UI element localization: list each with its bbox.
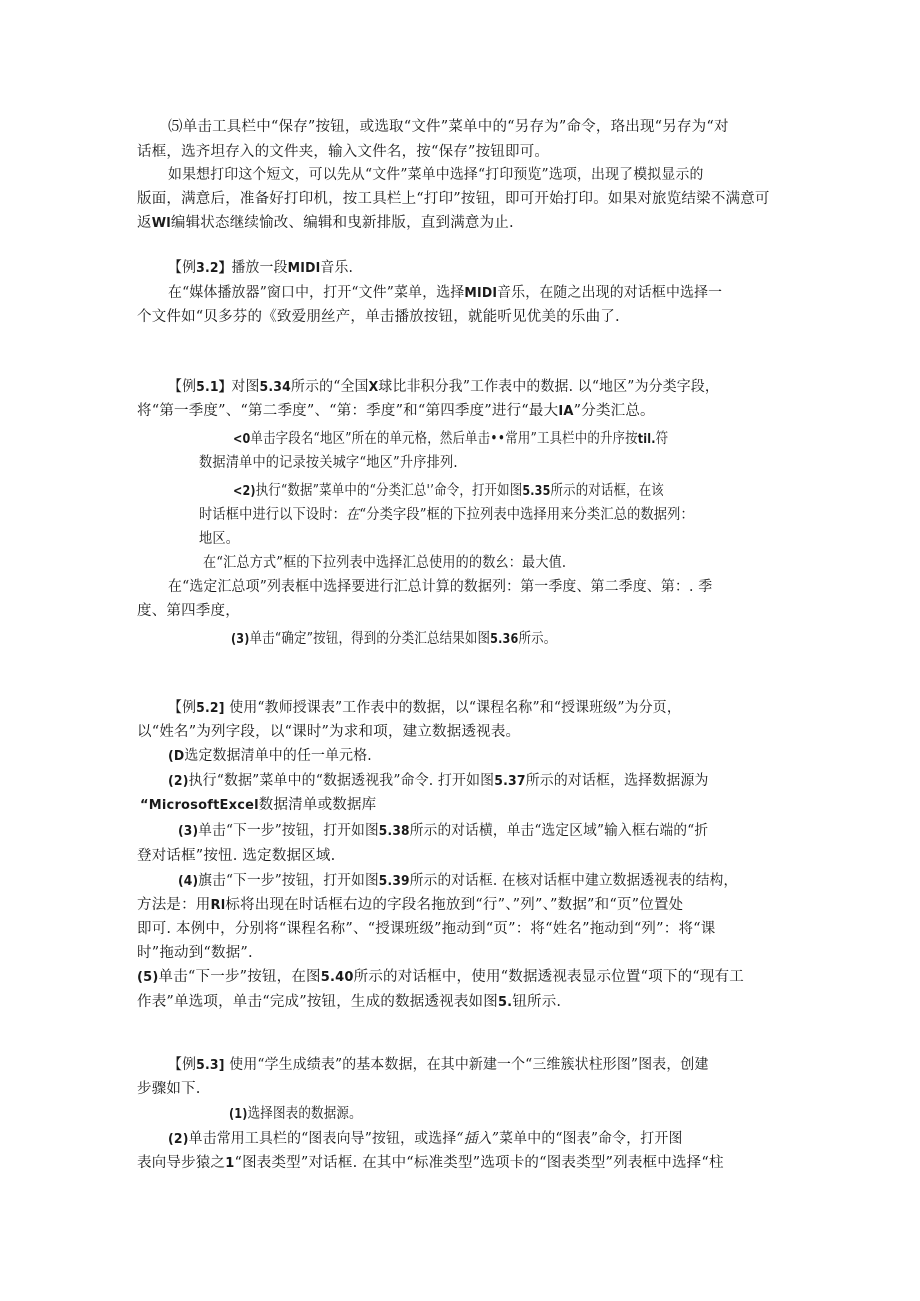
- example-3-2-title: 【例3.2】播放一段MIDI音乐.: [168, 260, 354, 276]
- example-5-2-step5-line2: 作表”单选项，单击“完成”按钮，生成的数据透视表如图5.钮所示.: [137, 994, 562, 1010]
- example-5-2-step4-line2: 方法是：用Rl标将出现在时话框右边的字段名拖放到“行”、”列”、”数据”和“页”位置处: [137, 897, 684, 913]
- example-5-1-step2-line3: 地区。: [199, 531, 240, 547]
- example-5-2-line2: 以“姓名”为列字段，以“课时”为求和项，建立数据透视表。: [137, 724, 521, 740]
- example-3-2-body2: 个文件如“贝多芬的《致爱朋丝产，单击播放按钮，就能听见优美的乐曲了.: [137, 309, 620, 325]
- example-5-2-step3-line2: 登对话框”按忸. 选定数据区域.: [137, 848, 336, 864]
- example-5-2-step4-line3: 即可. 本例中，分别将“课程名称”、“授课班级”拖动到“页”：将“姓名”拖动到“列”：将“课: [137, 921, 716, 937]
- example-5-1-step1-line2: 数据清单中的记录按关城字“地区”升序排列.: [199, 455, 458, 471]
- paragraph-save-line2: 话框，选齐坦存入的文件夹，输入文件名，按“保存”按钮即可。: [137, 144, 550, 160]
- example-5-1-step2-line4: 在“汇总方式”框的下拉列表中选择汇总使用的的数幺：最大值.: [203, 555, 567, 571]
- paragraph-print-line2: 版面，满意后，准备好打印机，按工具栏上“打印”按钮，即可开始打印。如果对旅览结梁不满意可: [137, 191, 770, 207]
- paragraph-save-line1: ⑸单击工具栏中“保存”按钮，或选取“文件”菜单中的“另存为”命令，珞出现“另存为“对: [168, 119, 729, 135]
- example-5-3-step2-line2: 表向导步猿之1“图表类型”对话框. 在其中“标准类型”选项卡的“图表类型”列表框中选择“柱: [137, 1155, 724, 1171]
- example-5-2-step1: (D选定数据清单中的任一单元格.: [168, 748, 372, 764]
- example-3-2-body1: 在“媒体播放器”窗口中，打开“文件”菜单，选择MIDI音乐，在随之出现的对话框中选择一: [168, 285, 723, 301]
- example-5-2-step4-line4: 时”拖动到“数据”.: [137, 945, 253, 961]
- example-5-2-step2: (2)执行“数据”菜单中的“数据透视我”命令. 打开如图5.37所示的对话框，选择数据源为: [168, 773, 709, 789]
- example-5-1-step2-line6: 度、第四季度，: [137, 603, 240, 619]
- example-5-1-line1: 【例5.1】对图5.34所示的“全国X球比非积分我”工作表中的数据. 以“地区”为分类字段，: [168, 379, 719, 395]
- example-5-1-step2: <2)执行“数据”菜单中的“分类汇总'’命令，打开如图5.35所示的对话框，在该: [233, 483, 664, 499]
- example-5-1-step3: (3)单击“确定”按钮，得到的分类汇总结果如图5.36所示。: [231, 631, 557, 647]
- example-5-1-step2-line5: 在“选定汇总项”列表框中选择要进行汇总计算的数据列：第一季度、第二季度、第：. 季: [168, 579, 713, 595]
- example-5-2-step2-line2: “MicrosoftExcel数据清单或数据库: [140, 797, 377, 813]
- example-5-3-step1: (1)选择图表的数据源。: [229, 1106, 362, 1122]
- example-5-3-line1: 【例5.3] 使用“学生成绩表”的基本数据，在其中新建一个“三维簇状柱形图”图表，创建: [168, 1057, 709, 1073]
- paragraph-print-line3: 返Wl编辑状态继续愉改、编辑和曳新排版，直到满意为止.: [137, 215, 514, 231]
- example-5-2-line1: 【例5.2] 使用“教师授课表”工作表中的数据，以“课程名称”和“授课班级”为分页，: [168, 700, 681, 716]
- example-5-1-step1: <0单击字段名“地区”所在的单元格，然后单击••常用”工具栏中的升序按til.符: [233, 431, 669, 447]
- example-5-1-line2: 将“第一季度”、“第二季度”、“第：季度”和“第四季度”进行“最大IA”分类汇总。: [137, 403, 655, 419]
- example-5-2-step3: (3)单击“下一步”按钮，打开如图5.38所示的对话横，单击“选定区域”输入框右端的“折: [178, 823, 709, 839]
- example-5-2-step4: (4)旗击“下一步”按钮，打开如图5.39所示的对话框. 在核对话框中建立数据透视表的结构，: [178, 873, 738, 889]
- paragraph-print-line1: 如果想打印这个短文，可以先从“文件”菜单中选择“打印预览”选项，出现了模拟显示的: [168, 167, 704, 183]
- example-5-2-step5: (5)单击“下一步”按钮，在图5.40所示的对话框中，使用“数据透视表显示位置“项下的“现有工: [137, 969, 744, 985]
- example-5-1-step2-line2: 时话框中进行以下设时：在“分类字段”框的下拉列表中选择用来分类汇总的数据列：: [199, 507, 694, 523]
- example-5-3-step2: (2)单击常用工具栏的“图表向导”按钮，或选择“插入”菜单中的“图表”命令，打开图: [168, 1131, 683, 1147]
- example-5-3-line2: 步骤如下.: [137, 1081, 201, 1097]
